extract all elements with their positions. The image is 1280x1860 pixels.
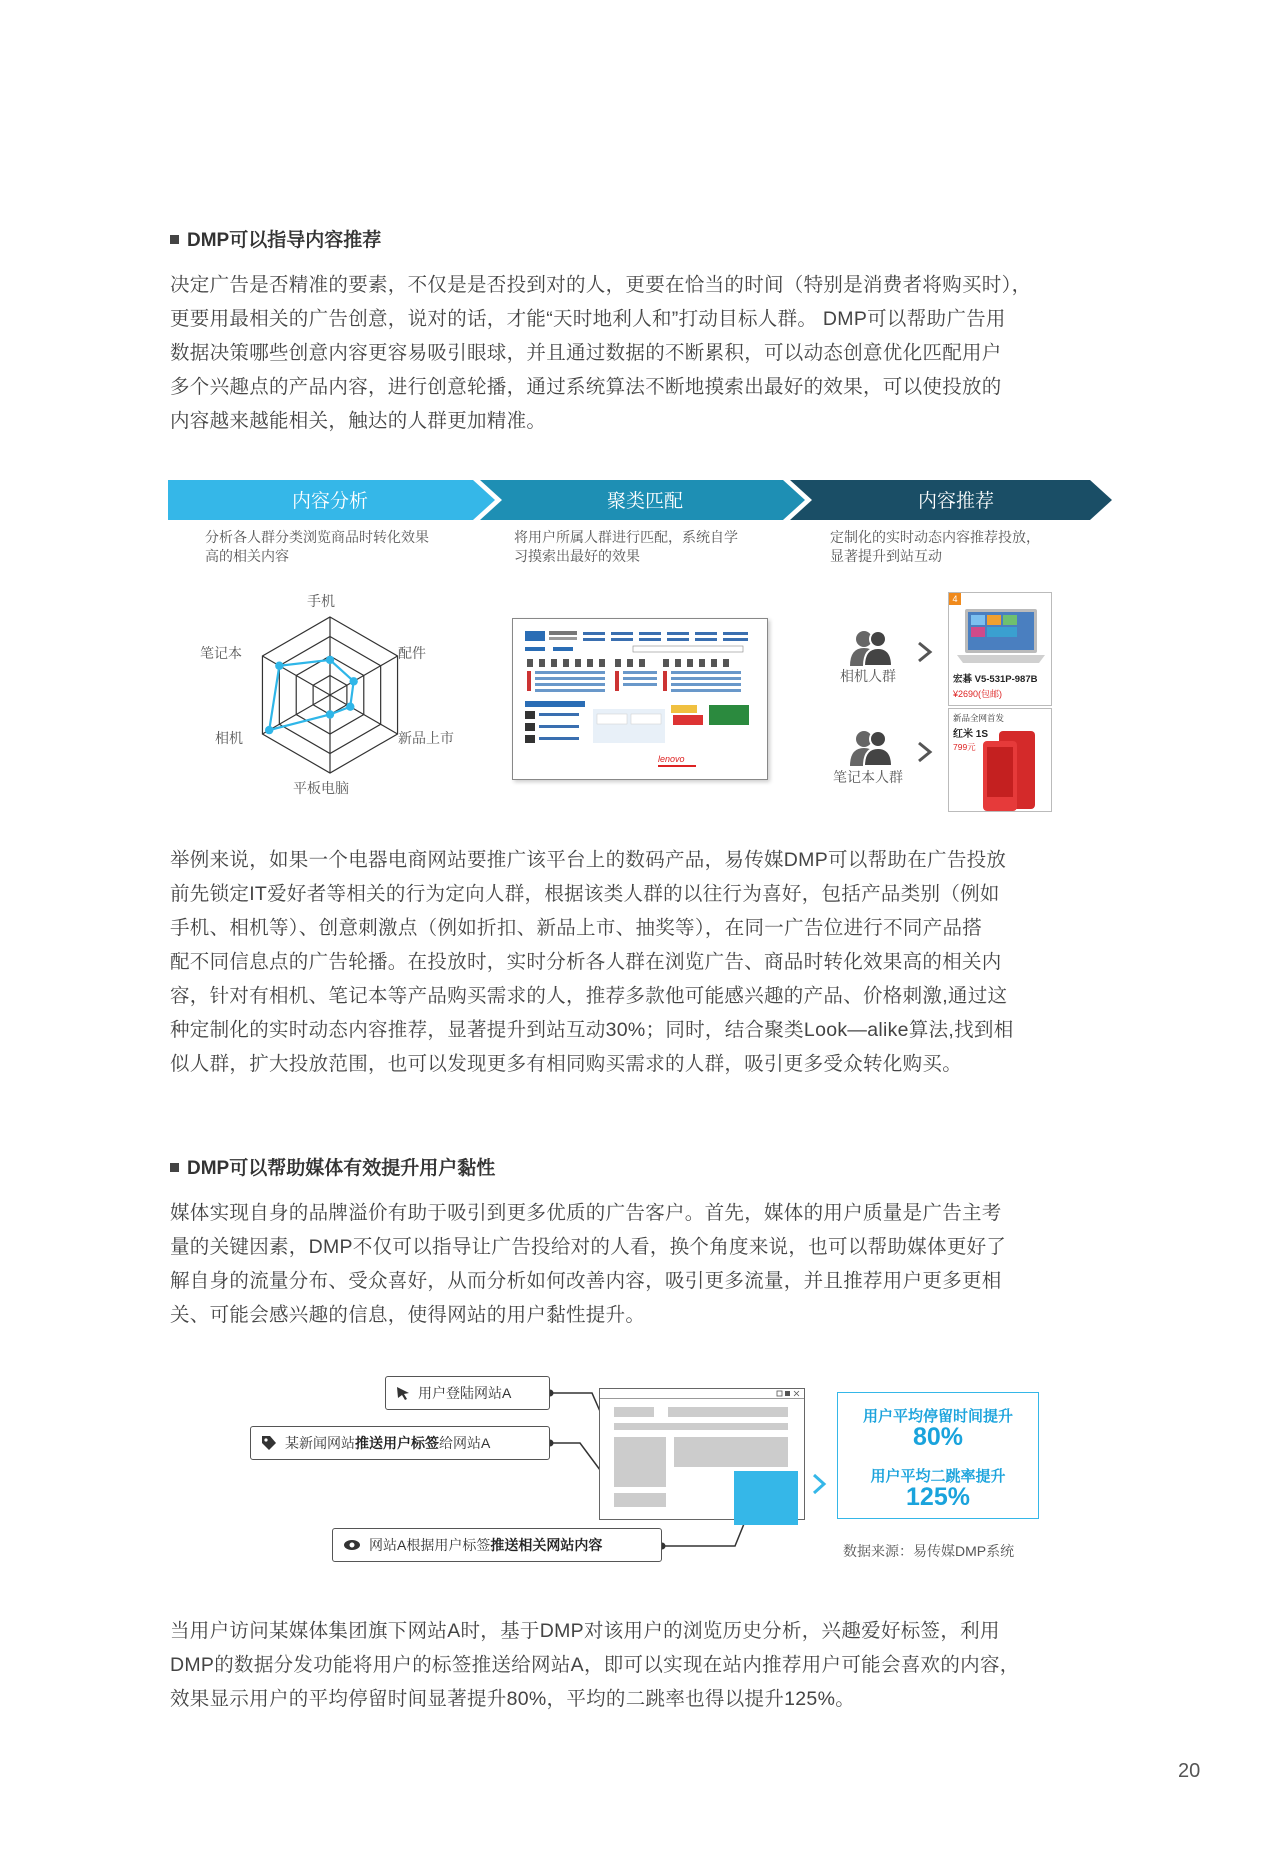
ad-laptop — [948, 592, 1052, 706]
website-mock-content — [513, 619, 767, 779]
chevron-right-icon — [915, 740, 935, 764]
chevron-right-icon — [810, 1472, 828, 1496]
section2-paragraph: 媒体实现自身的品牌溢价有助于吸引到更多优质的广告客户。首先，媒体的用户质量是广告主考 量的关键因素，DMP不仅可以指导让广告投给对的人看，换个角度来说，也可以帮助媒体更好了 解自身的流量分布、受众喜好，从而分析如何改善内容，吸引更多流量，并且推荐用户更多更相 关、可能会感兴趣的信息，使得网站的用户黏性提升。 — [170, 1202, 1007, 1326]
radar-label-accessory: 配件 — [398, 645, 426, 661]
radar-point-2 — [346, 703, 354, 711]
radar-label-phone: 手机 — [307, 593, 335, 609]
section1-heading: DMP可以指导内容推荐 — [170, 225, 381, 252]
radar-point-5 — [275, 662, 283, 670]
process-step-2-desc: 将用户所属人群进行匹配，系统自学 习摸索出最好的效果 — [514, 529, 738, 564]
data-source: 数据来源：易传媒DMP系统 — [843, 1543, 1015, 1559]
radar-point-0 — [326, 656, 334, 664]
flow-step-login: 用户登陆网站A — [385, 1376, 550, 1410]
user-group-icon — [850, 628, 892, 668]
website-mock — [512, 618, 768, 780]
ad-phone-name: 红米 1S — [953, 729, 989, 740]
ad-badge: 4 — [949, 593, 961, 605]
stat-twohop-title: 用户平均二跳率提升 — [870, 1468, 1006, 1485]
flow-step-recommend: 网站A根据用户标签 推送相关网站内容 — [332, 1528, 662, 1562]
window-controls-icon — [776, 1390, 802, 1397]
closing-paragraph: 当用户访问某媒体集团旗下网站A时，基于DMP对该用户的浏览历史分析，兴趣爱好标签，利用 DMP的数据分发功能将用户的标签推送给网站A，即可以实现在站内推荐用户可能会喜欢的内容， 效果显示用户的平均停留时间显著提升80%，平均的二跳率也得以提升125%。 — [170, 1620, 1020, 1710]
bullet-square-icon — [170, 235, 179, 244]
user-group-icon — [850, 728, 892, 768]
example-paragraph: 举例来说，如果一个电器电商网站要推广该平台上的数码产品，易传媒DMP可以帮助在广告投放 前先锁定IT爱好者等相关的行为定向人群，根据该类人群的以往行为喜好，包括产品类别（例如 手机、相机等）、创意刺激点（例如折扣、新品上市、抽奖等），在同一广告位进行不同产品搭 配不同信息点的广告轮播。在投放时，实时分析各人群在浏览广告、商品时转化效果高的相关内 容，针对有相机、笔记本等产品购买需求的人，推荐多款他可能感兴趣的产品、价格刺激,通过这 种定制化的实时动态内容推荐，显著提升到站互动30%；同时，结合聚类Look—alike算法,找到相 似人群，扩大投放范围，也可以发现更多有相同购买需求的人群，吸引更多受众转化购买。 — [170, 849, 1014, 1075]
laptop-image — [957, 607, 1045, 667]
radar-point-4 — [265, 726, 273, 734]
ad-laptop-price: ¥2690(包邮) — [953, 689, 1003, 699]
radar-label-tablet: 平板电脑 — [293, 780, 349, 796]
process-step-1-title: 内容分析 — [291, 491, 369, 512]
section2-heading: DMP可以帮助媒体有效提升用户黏性 — [170, 1153, 495, 1180]
radar-point-3 — [326, 710, 334, 718]
radar-label-laptop: 笔记本 — [200, 645, 242, 661]
ad-laptop-model: 宏碁 V5-531P-987B — [953, 674, 1038, 685]
browser-mock — [599, 1388, 805, 1520]
process-chevrons — [168, 480, 1112, 520]
radar-point-1 — [349, 677, 357, 685]
eye-icon — [343, 1539, 361, 1551]
tag-icon — [261, 1435, 277, 1451]
process-step-3-desc: 定制化的实时动态内容推荐投放， 显著提升到站互动 — [830, 529, 1040, 564]
browser-titlebar — [600, 1389, 804, 1399]
stat-dwell-title: 用户平均停留时间提升 — [862, 1408, 1013, 1425]
bullet-square-icon — [170, 1163, 179, 1172]
process-step-1-desc: 分析各人群分类浏览商品时转化效果 高的相关内容 — [205, 529, 429, 564]
stat-dwell-value: 80% — [912, 1423, 964, 1451]
lenovo-logo: lenovo — [658, 754, 685, 764]
radar-label-new: 新品上市 — [398, 730, 454, 746]
stats-box — [837, 1392, 1039, 1519]
phone-image — [979, 731, 1051, 811]
radar-label-camera: 相机 — [215, 730, 243, 746]
radar-series-line — [269, 660, 353, 730]
section1-paragraph: 决定广告是否精准的要素，不仅是是否投到对的人，更要在恰当的时间（特别是消费者将购买时）， 更要用最相关的广告创意，说对的话，才能“天时地利人和”打动目标人群。 DMP可以帮助广告用 数据决策哪些创意内容更容易吸引眼球，并且通过数据的不断累积，可以动态创意优化匹配用户 多个兴趣点的产品内容，进行创意轮播，通过系统算法不断地摸索出最好的效果，可以使投放的 内容越来越能相关，触达的人群更加精准。 — [170, 274, 1032, 432]
process-step-3-title: 内容推荐 — [917, 491, 995, 512]
group-laptop-label: 笔记本人群 — [833, 769, 903, 785]
radar-chart — [200, 585, 460, 800]
flow-step-tag: 某新闻网站 推送用户标签 给网站A — [250, 1426, 550, 1460]
ad-phone — [948, 708, 1052, 812]
process-step-2-title: 聚类匹配 — [606, 491, 684, 512]
stat-twohop-value: 125% — [906, 1483, 970, 1511]
page-number: 20 — [1178, 1760, 1201, 1782]
group-camera-label: 相机人群 — [840, 668, 896, 684]
ad-phone-top: 新品全网首发 — [953, 713, 1005, 723]
ad-phone-price: 799元 — [953, 742, 976, 752]
chevron-right-icon — [915, 640, 935, 664]
cursor-icon — [396, 1386, 410, 1400]
recommended-content-block — [734, 1471, 798, 1525]
